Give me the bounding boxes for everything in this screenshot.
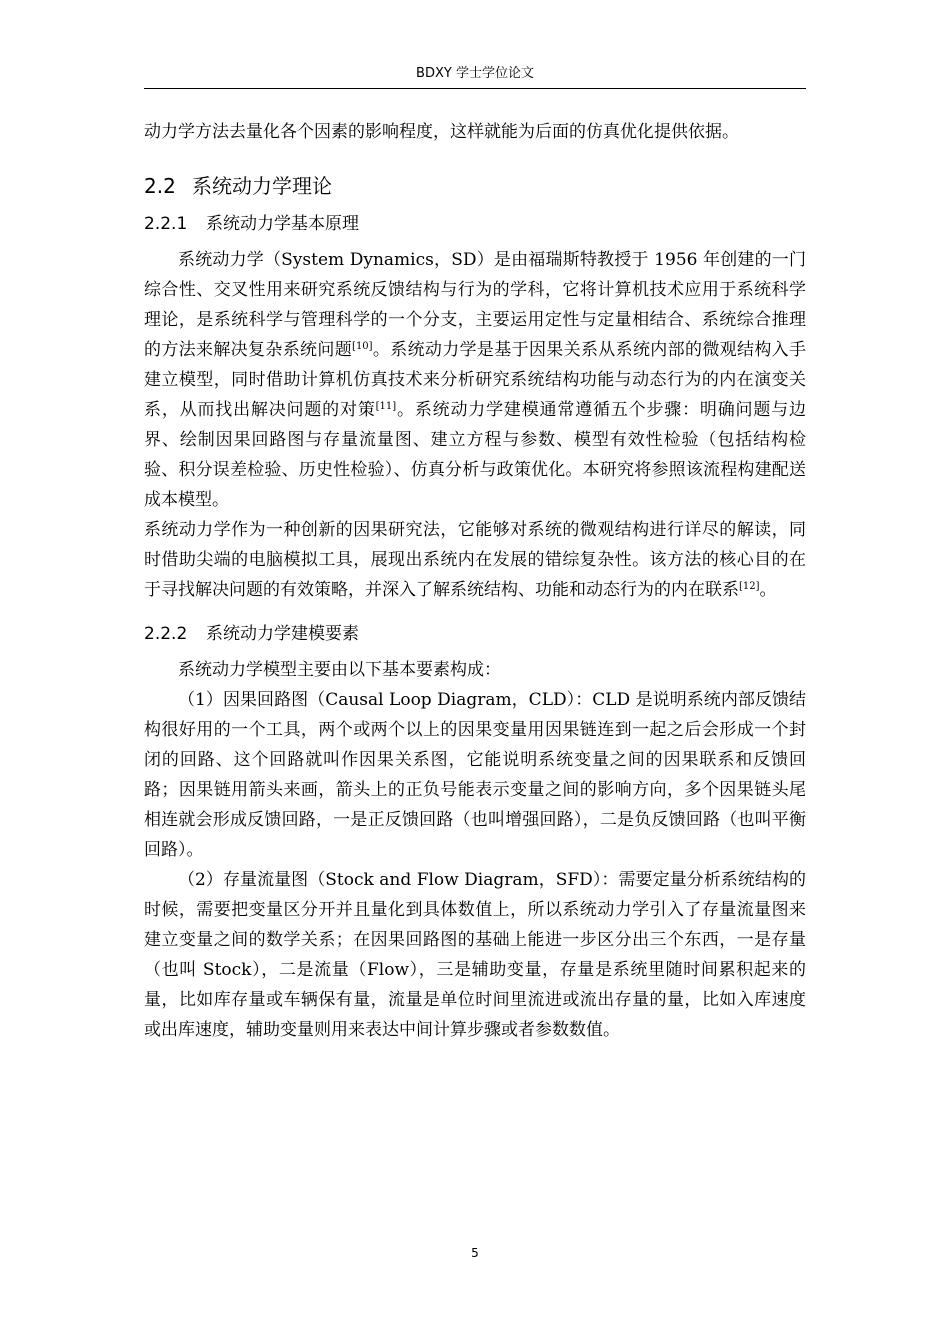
paragraph-sd-method — [144, 515, 806, 605]
section-title: 系统动力学理论 — [192, 174, 332, 198]
paragraph-sfd: （2）存量流量图（Stock and Flow Diagram，SFD）：需要定量分析系统结构的时候，需要把变量区分开并且量化到具体数值上，所以系统动力学引入了存量流量图来建立变量之间的数学关系；在因果回路图的基础上能进一步区分出三个东西，一是存量（也叫 Stock），二是流量（Flow），三是辅助变量，存量是系统里随时间累积起来的量，比如库存量或车辆保有量，流量是单位时间里流进或流出存量的量，比如入库速度或出库速度，辅助变量则用来表达中间计算步骤或者参数数值。 — [144, 870, 806, 1040]
citation-11: [11] — [375, 401, 397, 412]
subsection-title-1: 系统动力学基本原理 — [206, 214, 359, 234]
text-run: 。系统动力学是基于因果关系从系统内部的微观结构入手建立模型，同时借助计算机仿真技术来分析研究系统结构功能与动态行为的内在演变关系，从而找出解决问题的对策 — [144, 340, 807, 420]
citation-12: [12] — [739, 581, 760, 592]
page-footer — [144, 1246, 806, 1260]
subsection-title-2: 系统动力学建模要素 — [206, 624, 359, 644]
text-run: 系统动力学（System Dynamics，SD）是由福瑞斯特教授于 1956 年创建的一门综合性、交叉性用来研究系统反馈结构与行为的学科，它将计算机技术应用于系统科学理论，是系统科学与管理科学的一个分支，主要运用定性与定量相结合、系统综合推理的方法来解决复杂系统问题 — [144, 250, 806, 360]
citation-10: [10] — [352, 341, 373, 352]
page-header — [144, 66, 806, 82]
text-run: 。系统动力学建模通常遵循五个步骤：明确问题与边界、绘制因果回路图与存量流量图、建立方程与参数、模型有效性检验（包括结构检验、积分误差检验、历史性检验）、仿真分析与政策优化。本研究将参照该流程构建配送成本模型。 — [144, 400, 807, 510]
subsection-number-1: 2.2.1 — [144, 214, 188, 234]
subsection-heading-1 — [144, 209, 806, 239]
subsection-number-2: 2.2.2 — [144, 624, 188, 644]
subsection-heading-2 — [144, 619, 806, 649]
header-divider — [144, 88, 806, 89]
text-run: 。 — [759, 580, 777, 600]
intro-paragraph: 动力学方法去量化各个因素的影响程度，这样就能为后面的仿真优化提供依据。 — [144, 122, 739, 142]
paragraph-cld: （1）因果回路图（Causal Loop Diagram，CLD）：CLD 是说明系统内部反馈结构很好用的一个工具，两个或两个以上的因果变量用因果链连到一起之后会形成一个封闭的回路、这个回路就叫作因果关系图，它能说明系统变量之间的因果联系和反馈回路；因果链用箭头来画，箭头上的正负号能表示变量之间的影响方向，多个因果链头尾相连就会形成反馈回路，一是正反馈回路（也叫增强回路），二是负反馈回路（也叫平衡回路）。 — [144, 690, 806, 860]
page-number: 5 — [471, 1246, 479, 1260]
text-run: 系统动力学作为一种创新的因果研究法，它能够对系统的微观结构进行详尽的解读，同时借助尖端的电脑模拟工具，展现出系统内在发展的错综复杂性。该方法的核心目的在于寻找解决问题的有效策略，并深入了解系统结构、功能和动态行为的内在联系 — [144, 520, 806, 600]
header-title: BDXY 学士学位论文 — [416, 66, 534, 81]
section-number: 2.2 — [144, 174, 176, 198]
page-body — [144, 117, 806, 1045]
paragraph-sd-definition — [144, 245, 806, 515]
paragraph-lead: 系统动力学模型主要由以下基本要素构成： — [178, 660, 501, 680]
section-heading — [144, 171, 806, 201]
